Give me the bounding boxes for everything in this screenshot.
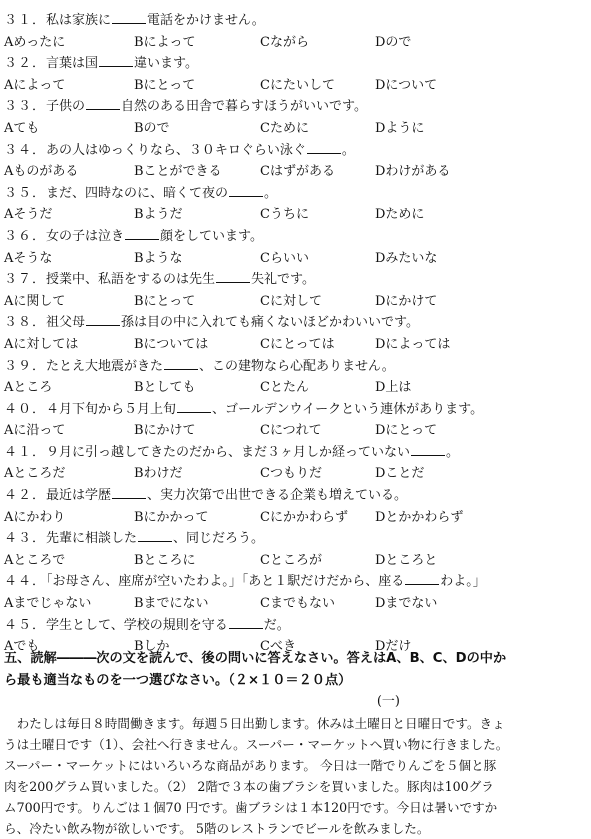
option-b: Bしか bbox=[134, 639, 170, 655]
option-c: Cながら bbox=[260, 34, 309, 50]
answer-options bbox=[4, 32, 584, 54]
grammar-questions bbox=[4, 10, 584, 658]
option-d: Dについて bbox=[375, 77, 438, 93]
option-c: Cつもりだ bbox=[260, 466, 322, 482]
option-c: Cにとっては bbox=[260, 336, 335, 352]
option-b: Bとしても bbox=[134, 380, 196, 396]
question-number: ３５． bbox=[4, 185, 47, 201]
answer-options bbox=[4, 75, 584, 97]
question-text-after-blank: 孫は目の中に入れても痛くないほどかわいいです。 bbox=[121, 315, 419, 331]
question-text-before-blank: ４月下旬から５月上旬 bbox=[46, 401, 177, 417]
answer-options bbox=[4, 118, 584, 140]
answer-options bbox=[4, 161, 584, 183]
option-d: Dまでない bbox=[375, 596, 438, 612]
option-a: Aにかわり bbox=[4, 509, 66, 525]
question-text-after-blank: 電話をかけません。 bbox=[147, 13, 265, 28]
option-a: Aものがある bbox=[4, 164, 79, 180]
question-34 bbox=[4, 140, 584, 162]
question-text-after-blank: 顔をしています。 bbox=[160, 228, 263, 244]
question-number: ３３． bbox=[4, 99, 47, 115]
option-a: Aによって bbox=[4, 77, 66, 93]
question-number: ３４． bbox=[4, 142, 47, 158]
answer-options bbox=[4, 420, 584, 442]
reading-heading-line2: ら最も適当なものを一つ選びなさい。（２×１０＝２０点） bbox=[4, 673, 352, 688]
question-number: ３２． bbox=[4, 56, 47, 72]
option-a: Aところで bbox=[4, 552, 66, 568]
option-d: Dにかけて bbox=[375, 293, 438, 309]
question-text-before-blank: ９月に引っ越してきたのだから、まだ３ヶ月しか経っていない bbox=[46, 444, 411, 460]
option-d: Dにとって bbox=[375, 423, 438, 439]
option-d: Dところと bbox=[375, 552, 438, 568]
answer-blank bbox=[99, 53, 133, 67]
question-31 bbox=[4, 10, 584, 32]
option-a: Aでも bbox=[4, 639, 40, 655]
question-38 bbox=[4, 312, 584, 334]
option-b: Bような bbox=[134, 250, 183, 266]
answer-blank bbox=[112, 10, 146, 24]
option-b: Bにとって bbox=[134, 77, 196, 93]
answer-blank bbox=[411, 442, 445, 456]
option-a: Aまでじゃない bbox=[4, 596, 92, 612]
question-40 bbox=[4, 399, 584, 421]
question-text-before-blank: 私は家族に bbox=[46, 13, 112, 28]
answer-options bbox=[4, 593, 584, 615]
answer-options bbox=[4, 377, 584, 399]
question-32 bbox=[4, 53, 584, 75]
question-42 bbox=[4, 485, 584, 507]
option-b: Bまでにない bbox=[134, 596, 209, 612]
question-text-after-blank: わよ。」 bbox=[440, 574, 486, 590]
question-text-after-blank: 自然のある田舎で暮らすほうがいいです。 bbox=[121, 99, 367, 115]
question-text-before-blank: 「お母さん、座席が空いたわよ。」「あと１駅だけだから、座る bbox=[46, 574, 405, 590]
question-text-before-blank: 女の子は泣き bbox=[46, 228, 125, 244]
option-a: Aても bbox=[4, 120, 40, 136]
option-a: Aめったに bbox=[4, 34, 66, 50]
answer-options bbox=[4, 291, 584, 313]
question-text-after-blank: 。 bbox=[264, 185, 278, 201]
question-45 bbox=[4, 615, 584, 637]
passage-line: スーパー・マーケットにはいろいろな商品があります。 今日は一階でりんごを５個と豚 bbox=[4, 758, 497, 773]
answer-blank bbox=[164, 356, 198, 370]
answer-blank bbox=[138, 528, 172, 542]
answer-blank bbox=[216, 269, 250, 283]
answer-options bbox=[4, 507, 584, 529]
question-text-before-blank: まだ、四時なのに、暗くて夜の bbox=[46, 185, 229, 201]
question-number: ４０． bbox=[4, 401, 47, 417]
answer-options bbox=[4, 204, 584, 226]
question-39 bbox=[4, 356, 584, 378]
question-text-before-blank: 子供の bbox=[46, 99, 86, 115]
option-b: Bようだ bbox=[134, 207, 183, 223]
question-text-after-blank: だ。 bbox=[263, 617, 290, 633]
question-text-after-blank: 失礼です。 bbox=[251, 272, 315, 288]
option-c: Cうちに bbox=[260, 207, 309, 223]
passage-line: ム700円です。りんごは１個70 円です。歯ブラシは１本120円です。今日は暑いですか bbox=[4, 800, 498, 815]
option-c: Cべき bbox=[260, 639, 296, 655]
answer-blank bbox=[125, 226, 159, 240]
question-text-before-blank: 祖父母 bbox=[46, 315, 86, 331]
option-c: Cとたん bbox=[260, 380, 309, 396]
question-number: ４４． bbox=[4, 574, 47, 590]
answer-options bbox=[4, 248, 584, 270]
option-d: Dので bbox=[375, 34, 412, 50]
question-text-before-blank: 言葉は国 bbox=[46, 56, 99, 72]
answer-blank bbox=[229, 183, 263, 197]
question-number: ４５． bbox=[4, 617, 47, 633]
question-text-before-blank: たとえ大地震がきた bbox=[46, 358, 164, 374]
passage-line: ら、冷たい飲み物が欲しいです。 5階のレストランでビールを飲みました。 bbox=[4, 821, 430, 836]
option-c: Cにかかわらず bbox=[260, 509, 348, 525]
answer-blank bbox=[405, 571, 439, 585]
question-number: ３７． bbox=[4, 272, 47, 288]
question-text-before-blank: 学生として、学校の規則を守る bbox=[46, 617, 228, 633]
answer-blank bbox=[177, 399, 211, 413]
option-b: Bところに bbox=[134, 552, 196, 568]
question-text-before-blank: 最近は学歴 bbox=[46, 488, 112, 504]
option-b: Bについては bbox=[134, 336, 209, 352]
option-c: Cに対して bbox=[260, 293, 322, 309]
option-d: Dとかかわらず bbox=[375, 509, 464, 525]
question-35 bbox=[4, 183, 584, 205]
option-b: Bので bbox=[134, 120, 170, 136]
question-number: ３１． bbox=[4, 13, 47, 28]
option-d: Dことだ bbox=[375, 466, 425, 482]
option-b: Bにかけて bbox=[134, 423, 196, 439]
option-a: Aに関して bbox=[4, 293, 66, 309]
option-c: Cところが bbox=[260, 552, 322, 568]
option-d: Dみたいな bbox=[375, 250, 438, 266]
question-text-before-blank: 先輩に相談した bbox=[46, 531, 138, 547]
question-text-after-blank: 。 bbox=[341, 142, 355, 158]
option-c: Cために bbox=[260, 120, 309, 136]
question-44 bbox=[4, 571, 584, 593]
question-33 bbox=[4, 96, 584, 118]
question-text-before-blank: あの人はゆっくりなら、３０キロぐらい泳ぐ bbox=[46, 142, 306, 158]
option-d: D上は bbox=[375, 380, 412, 396]
answer-blank bbox=[307, 140, 341, 154]
answer-blank bbox=[86, 312, 120, 326]
question-number: ４３． bbox=[4, 531, 47, 547]
passage-line: 肉を200グラム買いました。（2） 2階で３本の歯ブラシを買いました。豚肉は100グラ bbox=[4, 779, 494, 794]
option-b: Bによって bbox=[134, 34, 196, 50]
option-a: Aそうな bbox=[4, 250, 53, 266]
passage-line: うは土曜日です（1）、会社へ行きません。スーパー・マーケットへ買い物に行きました。 bbox=[4, 737, 509, 752]
question-text-after-blank: 、この建物なら心配ありません。 bbox=[199, 358, 395, 374]
answer-options bbox=[4, 550, 584, 572]
option-a: Aところ bbox=[4, 380, 53, 396]
question-text-after-blank: 、実力次第で出世できる企業も増えている。 bbox=[147, 488, 408, 504]
option-b: Bわけだ bbox=[134, 466, 183, 482]
reading-passage bbox=[4, 713, 586, 839]
option-a: Aに沿って bbox=[4, 423, 66, 439]
question-36 bbox=[4, 226, 584, 248]
question-number: ３８． bbox=[4, 315, 47, 331]
passage-line: わたしは毎日８時間働きます。毎週５日出勤します。休みは土曜日と日曜日です。きょ bbox=[4, 716, 505, 731]
question-number: ４１． bbox=[4, 444, 47, 460]
answer-blank bbox=[112, 485, 146, 499]
option-c: Cらいい bbox=[260, 250, 309, 266]
option-d: Dために bbox=[375, 207, 425, 223]
question-text-after-blank: 。 bbox=[446, 444, 460, 460]
reading-heading-line1: 五、読解―――次の文を読んで、後の問いに答えなさい。答えはA、B、C、Dの中か bbox=[4, 651, 507, 666]
option-c: Cはずがある bbox=[260, 164, 335, 180]
answer-blank bbox=[86, 96, 120, 110]
answer-options bbox=[4, 334, 584, 356]
option-b: Bことができる bbox=[134, 164, 222, 180]
reading-section bbox=[4, 648, 586, 839]
answer-options bbox=[4, 463, 584, 485]
question-37 bbox=[4, 269, 584, 291]
option-c: Cにたいして bbox=[260, 77, 335, 93]
option-d: Dように bbox=[375, 120, 425, 136]
answer-blank bbox=[229, 615, 263, 629]
option-b: Bにかかって bbox=[134, 509, 209, 525]
question-number: ４２． bbox=[4, 488, 47, 504]
question-number: ３９． bbox=[4, 358, 47, 374]
option-d: Dによっては bbox=[375, 336, 451, 352]
option-d: Dだけ bbox=[375, 639, 412, 655]
question-text-before-blank: 授業中、私語をするのは先生 bbox=[46, 272, 216, 288]
option-a: Aところだ bbox=[4, 466, 66, 482]
option-a: Aに対しては bbox=[4, 336, 79, 352]
question-number: ３６． bbox=[4, 228, 47, 244]
option-a: Aそうだ bbox=[4, 207, 53, 223]
option-b: Bにとって bbox=[134, 293, 196, 309]
option-c: Cにつれて bbox=[260, 423, 322, 439]
option-c: Cまでもない bbox=[260, 596, 335, 612]
question-text-after-blank: 、同じだろう。 bbox=[173, 531, 265, 547]
reading-subsection-number: (一) bbox=[376, 694, 400, 709]
question-text-after-blank: 、ゴールデンウイークという連休があります。 bbox=[212, 401, 484, 417]
option-d: Dわけがある bbox=[375, 164, 451, 180]
question-41 bbox=[4, 442, 584, 464]
question-text-after-blank: 違います。 bbox=[134, 56, 198, 72]
question-43 bbox=[4, 528, 584, 550]
